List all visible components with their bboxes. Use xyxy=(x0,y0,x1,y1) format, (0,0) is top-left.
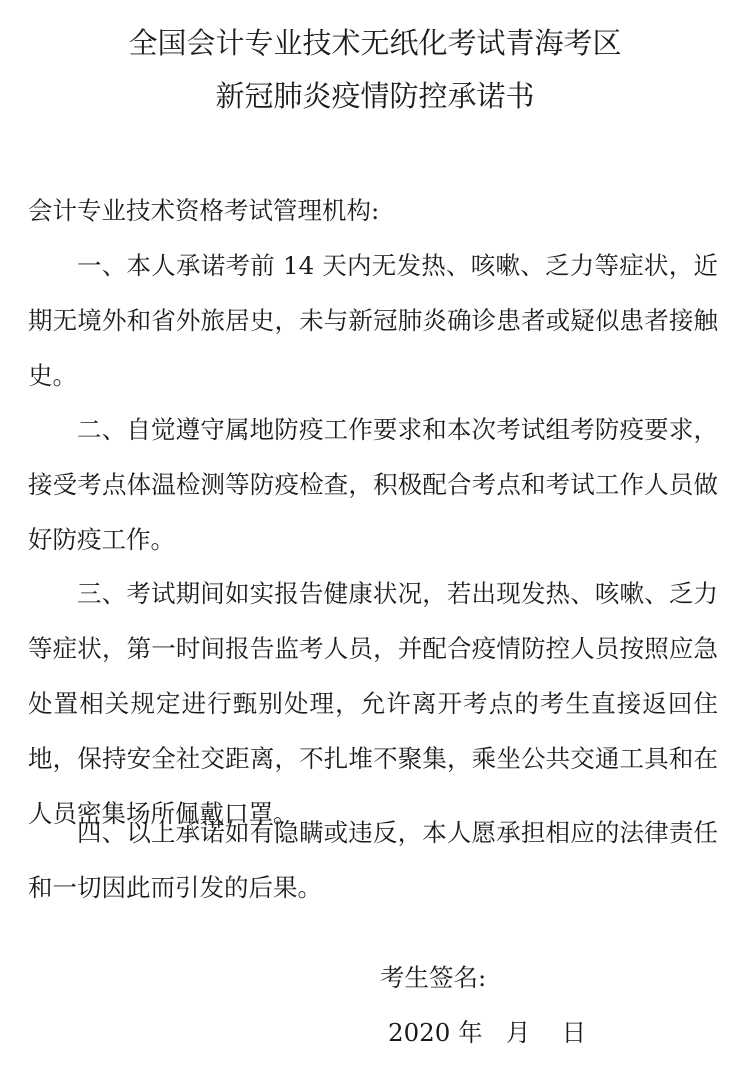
document-title-line-1: 全国会计专业技术无纸化考试青海考区 xyxy=(128,26,622,60)
date-line: 2020 年 月 日 xyxy=(388,1018,587,1047)
paragraph-2: 二、自觉遵守属地防疫工作要求和本次考试组考防疫要求，接受考点体温检测等防疫检查，积极配合考点和考试工作人员做好防疫工作。 xyxy=(28,415,718,554)
paragraph-3: 三、考试期间如实报告健康状况，若出现发热、咳嗽、乏力等症状，第一时间报告监考人员，并配合疫情防控人员按照应急处置相关规定进行甄别处理，允许离开考点的考生直接返回住地，保持安全社交距离，不扎堆不聚集，乘坐公共交通工具和在人员密集场所佩戴口罩。 xyxy=(28,579,718,828)
salutation: 会计专业技术资格考试管理机构: xyxy=(28,196,380,225)
paragraph-1: 一、本人承诺考前 14 天内无发热、咳嗽、乏力等症状，近期无境外和省外旅居史，未与新冠肺炎确诊患者或疑似患者接触史。 xyxy=(28,251,718,390)
signature-label: 考生签名: xyxy=(380,963,487,992)
paragraph-4: 四、以上承诺如有隐瞒或违反，本人愿承担相应的法律责任和一切因此而引发的后果。 xyxy=(28,818,718,902)
document-title-line-2: 新冠肺炎疫情防控承诺书 xyxy=(215,79,535,113)
